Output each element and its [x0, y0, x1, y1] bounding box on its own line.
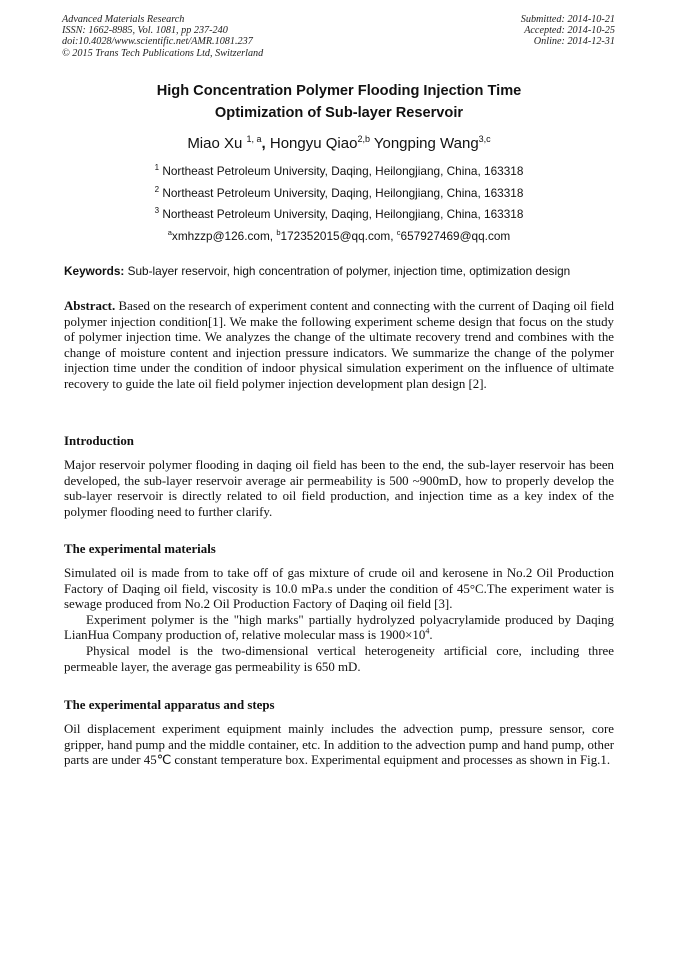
materials-heading: The experimental materials	[64, 542, 216, 556]
author-3-sup: 3,c	[478, 134, 491, 144]
materials-paragraph-2	[64, 613, 614, 644]
journal-doi: doi:10.4028/www.scientific.net/AMR.1081.237	[62, 36, 253, 48]
author-1: Miao Xu	[187, 135, 243, 152]
affiliation-3-num: 3	[154, 206, 160, 215]
affiliation-1-num: 1	[154, 163, 160, 172]
introduction-heading: Introduction	[64, 434, 134, 448]
introduction-body	[64, 458, 614, 520]
online-date: Online: 2014-12-31	[533, 36, 615, 48]
accepted-date: Accepted: 2014-10-25	[524, 25, 615, 37]
email-b: 172352015@qq.com,	[280, 228, 397, 243]
email-a: xmhzzp@126.com,	[171, 228, 277, 243]
affiliation-3	[0, 206, 678, 221]
author-emails	[0, 228, 678, 243]
keywords	[64, 264, 616, 278]
paper-title	[0, 80, 678, 124]
materials-body	[64, 566, 614, 675]
email-c: 657927469@qq.com	[400, 228, 511, 243]
author-2-sup: 2,b	[357, 134, 370, 144]
submitted-date: Submitted: 2014-10-21	[520, 14, 615, 25]
affiliation-2-num: 2	[154, 185, 160, 194]
materials-paragraph-1: Simulated oil is made from to take off of gas mixture of crude oil and kerosene in No.2 Oil Production Factory of Daqing oil field, viscosity is 10.0 mPa.s under the condition of 45°C.The experiment water is sewage produced from No.2 Oil Production Factory of Daqing oil field [3].	[64, 566, 614, 612]
author-2: Hongyu Qiao	[265, 135, 358, 152]
affiliation-2	[0, 185, 678, 200]
journal-info	[62, 14, 263, 59]
affiliation-1	[0, 163, 678, 178]
title-line-1: High Concentration Polymer Flooding Injection Time	[156, 83, 522, 99]
abstract-label: Abstract.	[64, 299, 116, 313]
journal-name: Advanced Materials Research	[62, 14, 185, 25]
materials-p2-text: Experiment polymer is the "high marks" partially hydrolyzed polyacrylamide produced by Daqing LianHua Company production of, relative molecular mass is 1900×10	[64, 612, 614, 643]
materials-p2-sup: 4	[425, 627, 430, 637]
journal-copyright: © 2015 Trans Tech Publications Ltd, Switzerland	[62, 47, 264, 59]
affiliation-2-text: Northeast Petroleum University, Daqing, Heilongjiang, China, 163318	[162, 185, 524, 200]
submission-dates	[521, 14, 615, 48]
apparatus-body	[64, 722, 614, 769]
abstract	[64, 299, 614, 393]
materials-p2-end: .	[429, 628, 433, 643]
journal-issn: ISSN: 1662-8985, Vol. 1081, pp 237-240	[62, 25, 228, 37]
affiliation-1-text: Northeast Petroleum University, Daqing, Heilongjiang, China, 163318	[162, 163, 524, 178]
apparatus-paragraph: Oil displacement experiment equipment mainly includes the advection pump, pressure sensor, core gripper, hand pump and the middle container, etc. In addition to the advection pump and hand pump, other parts are under 45℃ constant temperature box. Experimental equipment and processes as shown in Fig.1.	[64, 722, 614, 768]
email-a-sup: a	[167, 228, 172, 237]
apparatus-heading: The experimental apparatus and steps	[64, 698, 275, 712]
authors	[0, 134, 678, 152]
introduction-paragraph: Major reservoir polymer flooding in daqing oil field has been to the end, the sub-layer reservoir has been developed, the sub-layer reservoir average air permeability is 500 ~900mD, how to properly develop the sub-layer reservoir is directly related to oil field production, and injection time as a key index of the polymer flooding need to further clarify.	[64, 458, 614, 519]
author-sep: ,	[261, 135, 266, 152]
materials-paragraph-3: Physical model is the two-dimensional vertical heterogeneity artificial core, including three permeable layer, the average gas permeability is 650 mD.	[64, 643, 614, 674]
keywords-text: Sub-layer reservoir, high concentration of polymer, injection time, optimization design	[124, 264, 571, 278]
keywords-label: Keywords:	[64, 264, 125, 278]
affiliation-3-text: Northeast Petroleum University, Daqing, Heilongjiang, China, 163318	[162, 206, 524, 221]
abstract-text: Based on the research of experiment content and connecting with the current of Daqing oil field polymer injection condition[1]. We make the following experiment scheme design that focus on the study of polymer injection time. We analyzes the change of the ultimate recovery trend and combines with the change of moisture content and injection pressure indicators. We summarize the change of the polymer injection time under the condition of indoor physical simulation experiment on the influence of ultimate recovery to guide the late oil field polymer injection development plan design [2].	[64, 299, 614, 391]
author-1-sup: 1, a	[246, 134, 262, 144]
email-b-sup: b	[276, 228, 281, 237]
title-line-2: Optimization of Sub-layer Reservoir	[214, 105, 464, 121]
email-c-sup: c	[396, 228, 401, 237]
author-3: Yongping Wang	[369, 135, 479, 152]
